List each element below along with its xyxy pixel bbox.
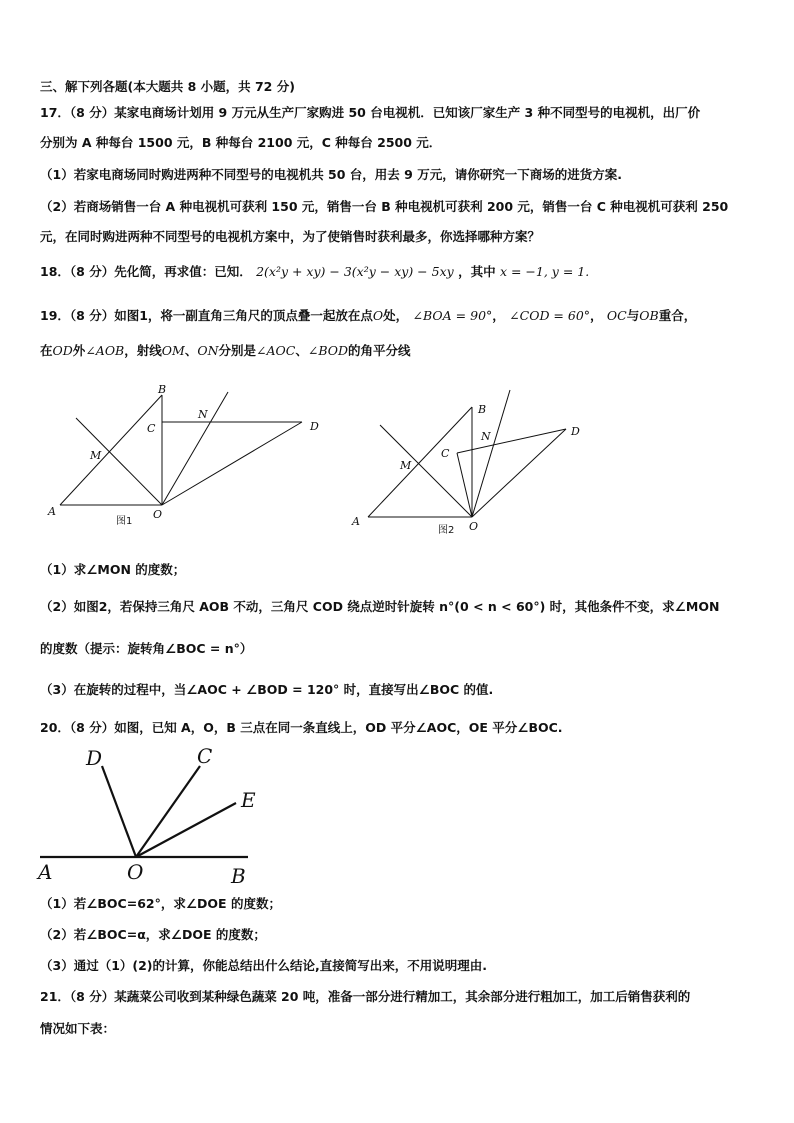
segment-ab xyxy=(60,395,162,505)
q19-sub2b: 的度数（提示：旋转角∠BOC = n°） xyxy=(40,641,253,656)
q19-ray-oc: OC xyxy=(606,308,627,323)
fig3-label-c: C xyxy=(197,744,213,768)
q19-rays: ，射线 xyxy=(124,343,162,358)
fig2-label-m: M xyxy=(400,459,412,472)
fig3-label-d: D xyxy=(86,746,103,770)
fig3-label-e: E xyxy=(241,788,256,812)
ray-oe xyxy=(136,803,236,857)
q19-angle-aob: ∠AOB xyxy=(85,343,125,358)
q19-sep: ， xyxy=(492,308,505,323)
ray-od xyxy=(102,766,136,857)
fig2-label-c: C xyxy=(441,447,450,460)
q17-sub1: （1）若家电商场同时购进两种不同型号的电视机共 50 台，用去 9 万元，请你研究一下商场的进货方案. xyxy=(40,167,622,182)
fig2-label-b: B xyxy=(478,403,487,416)
segment-cd xyxy=(457,429,566,453)
q17-line1: 17．（8 分）某家电商场计划用 9 万元从生产厂家购进 50 台电视机．已知该厂家生产 3 种不同型号的电视机，出厂价 xyxy=(40,105,701,120)
q19-in: 在 xyxy=(40,343,53,358)
fig2-label-a: A xyxy=(352,515,360,528)
q19-line2 xyxy=(40,342,760,360)
fig2-label-d: D xyxy=(571,425,580,438)
q18-mid: ，其中 xyxy=(458,264,496,279)
q18-expression: 2(x²y + xy) − 3(x²y − xy) − 5xy xyxy=(256,264,454,279)
q19-line1 xyxy=(40,307,760,325)
q19-ray-od: OD xyxy=(52,343,73,358)
q19-sub2a: （2）如图2，若保持三角尺 AOB 不动，三角尺 COD 绕点逆时针旋转 n°(0 < n < 60°) 时，其他条件不变，求∠MON xyxy=(40,599,720,614)
q19-with: 与 xyxy=(626,308,640,323)
q19-sep2: ， xyxy=(590,308,603,323)
q19-are: 分别是 xyxy=(218,343,257,358)
q19-ray-om: OM xyxy=(161,343,185,358)
q17-sub2a: （2）若商场销售一台 A 种电视机可获利 150 元，销售一台 B 种电视机可获利 200 元，销售一台 C 种电视机可获利 250 xyxy=(40,199,729,214)
q20-line1: 20．（8 分）如图，已知 A，O，B 三点在同一条直线上，OD 平分∠AOC，OE 平分∠BOC. xyxy=(40,720,563,735)
ray-oc xyxy=(136,766,200,857)
segment-od xyxy=(162,422,302,505)
q19-angle-cod: ∠COD = 60° xyxy=(509,308,591,323)
ray-on xyxy=(162,392,228,505)
section-title: 三、解下列各题(本大题共 8 小题，共 72 分) xyxy=(40,79,295,94)
q19-outside: 外 xyxy=(72,343,86,358)
q19-ray-ob: OB xyxy=(639,308,659,323)
figure-1 xyxy=(40,380,340,530)
q19-point-o: O xyxy=(372,308,384,323)
fig1-label-n: N xyxy=(198,408,208,421)
segment-oc xyxy=(457,453,472,517)
fig3-label-b: B xyxy=(231,864,246,888)
q19-ray-on: ON xyxy=(197,343,219,358)
segment-ab xyxy=(368,407,472,517)
q19-text-b: 处， xyxy=(383,308,409,323)
q19-text-a: 19．（8 分）如图1，将一副直角三角尺的顶点叠一起放在点 xyxy=(40,308,373,323)
q21-line1: 21．（8 分）某蔬菜公司收到某种绿色蔬菜 20 吨，准备一部分进行精加工，其余部分进行粗加工，加工后销售获利的 xyxy=(40,989,691,1004)
q20-sub1: （1）若∠BOC=62°，求∠DOE 的度数； xyxy=(40,896,281,911)
q17-line2: 分别为 A 种每台 1500 元，B 种每台 2100 元，C 种每台 2500 元． xyxy=(40,135,442,150)
fig2-label-n: N xyxy=(481,430,491,443)
ray-om xyxy=(380,425,472,517)
q18-line xyxy=(40,263,760,281)
fig1-label-a: A xyxy=(48,505,56,518)
q20-sub2: （2）若∠BOC=α，求∠DOE 的度数； xyxy=(40,927,266,942)
q19-angle-bod: ∠BOD xyxy=(307,343,349,358)
fig1-label-c: C xyxy=(147,422,156,435)
q17-sub2b: 元，在同时购进两种不同型号的电视机方案中，为了使销售时获利最多，你选择哪种方案？ xyxy=(40,229,541,244)
fig3-label-o: O xyxy=(127,860,144,884)
q21-line2: 情况如下表： xyxy=(40,1021,116,1036)
q19-dun2: 、 xyxy=(295,343,308,358)
q19-dun: 、 xyxy=(184,343,198,358)
q19-bisectors: 的角平分线 xyxy=(348,343,411,358)
q19-angle-boa: ∠BOA = 90° xyxy=(412,308,493,323)
figure-3 xyxy=(36,740,276,890)
fig2-label-o: O xyxy=(469,520,479,533)
fig3-label-a: A xyxy=(38,860,53,884)
fig1-label-m: M xyxy=(90,449,102,462)
q19-sub3: （3）在旋转的过程中，当∠AOC + ∠BOD = 120° 时，直接写出∠BOC 的值. xyxy=(40,682,494,697)
q18-condition: x = −1, y = 1. xyxy=(499,264,590,279)
q19-coincide: 重合， xyxy=(658,308,697,323)
q20-sub3: （3）通过（1）(2)的计算，你能总结出什么结论,直接简写出来，不用说明理由. xyxy=(40,958,488,973)
q19-sub1: （1）求∠MON 的度数； xyxy=(40,562,186,577)
fig2-caption: 图2 xyxy=(438,525,455,536)
figure-2 xyxy=(340,385,600,540)
fig1-label-o: O xyxy=(153,508,163,521)
q18-prefix: 18．（8 分）先化简，再求值：已知． xyxy=(40,264,252,279)
q19-angle-aoc: ∠AOC xyxy=(256,343,296,358)
fig1-caption: 图1 xyxy=(116,516,133,527)
fig1-label-d: D xyxy=(310,420,319,433)
fig1-label-b: B xyxy=(158,383,167,396)
